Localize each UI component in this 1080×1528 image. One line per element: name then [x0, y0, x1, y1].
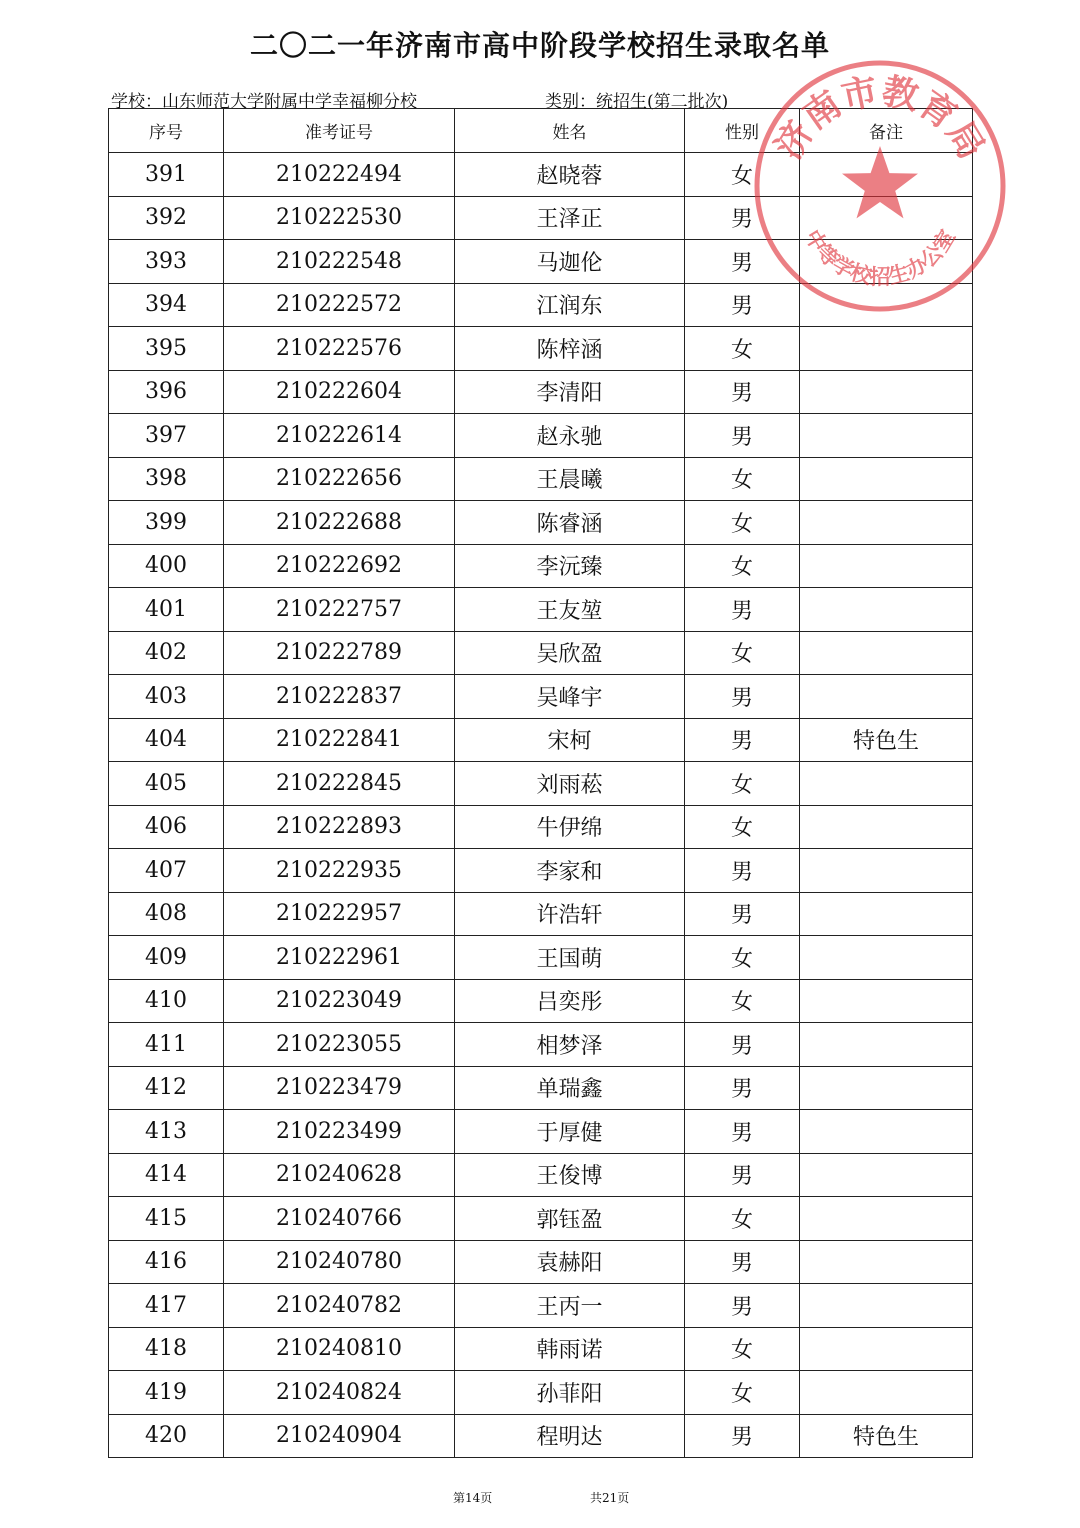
cell-remarks: [800, 1327, 973, 1371]
cell-remarks: [800, 979, 973, 1023]
header-name: 姓名: [455, 109, 685, 153]
table-row: [109, 501, 973, 545]
cell-exam-id: 210222757: [224, 588, 455, 632]
cell-serial-number: 405: [109, 762, 224, 806]
cell-remarks: [800, 1284, 973, 1328]
cell-remarks: [800, 762, 973, 806]
cell-gender: 男: [685, 283, 800, 327]
cell-serial-number: 413: [109, 1110, 224, 1154]
cell-serial-number: 415: [109, 1197, 224, 1241]
cell-student-name: 郭钰盈: [455, 1197, 685, 1241]
cell-exam-id: 210222837: [224, 675, 455, 719]
cell-gender: 男: [685, 1240, 800, 1284]
table-row: [109, 240, 973, 284]
cell-student-name: 李清阳: [455, 370, 685, 414]
cell-student-name: 江润东: [455, 283, 685, 327]
cell-serial-number: 409: [109, 936, 224, 980]
cell-exam-id: 210222845: [224, 762, 455, 806]
cell-remarks: [800, 327, 973, 371]
cell-gender: 女: [685, 1371, 800, 1415]
table-row: [109, 196, 973, 240]
cell-exam-id: 210240810: [224, 1327, 455, 1371]
cell-student-name: 牛伊绵: [455, 805, 685, 849]
cell-gender: 男: [685, 1110, 800, 1154]
cell-student-name: 王泽正: [455, 196, 685, 240]
table-row: [109, 327, 973, 371]
cell-exam-id: 210222688: [224, 501, 455, 545]
cell-serial-number: 411: [109, 1023, 224, 1067]
cell-student-name: 王晨曦: [455, 457, 685, 501]
cell-exam-id: 210222789: [224, 631, 455, 675]
table-header: [109, 109, 973, 153]
cell-serial-number: 393: [109, 240, 224, 284]
cell-exam-id: 210222841: [224, 718, 455, 762]
table-row: [109, 762, 973, 806]
cell-remarks: [800, 414, 973, 458]
cell-gender: 男: [685, 588, 800, 632]
header-exam-id: 准考证号: [224, 109, 455, 153]
cell-remarks: [800, 1371, 973, 1415]
table-row: [109, 1284, 973, 1328]
seal-bottom-text: 中等学校招生办公室: [800, 225, 960, 289]
table-row: [109, 1197, 973, 1241]
cell-exam-id: 210240628: [224, 1153, 455, 1197]
cell-student-name: 马迦伦: [455, 240, 685, 284]
cell-remarks: [800, 196, 973, 240]
cell-remarks: [800, 240, 973, 284]
cell-exam-id: 210240766: [224, 1197, 455, 1241]
cell-exam-id: 210240780: [224, 1240, 455, 1284]
header-remarks: 备注: [800, 109, 973, 153]
cell-remarks: [800, 631, 973, 675]
cell-student-name: 李沅臻: [455, 544, 685, 588]
cell-student-name: 王国萌: [455, 936, 685, 980]
cell-serial-number: 398: [109, 457, 224, 501]
cell-remarks: [800, 457, 973, 501]
cell-student-name: 王俊博: [455, 1153, 685, 1197]
seal-top-text: 济南市教育局: [768, 70, 992, 167]
total-pages: 共21页: [590, 1491, 630, 1505]
admission-category: 类别：统招生(第二批次): [545, 92, 729, 112]
cell-gender: 男: [685, 196, 800, 240]
cell-student-name: 陈睿涵: [455, 501, 685, 545]
table-row: [109, 979, 973, 1023]
cell-student-name: 李家和: [455, 849, 685, 893]
table-row: [109, 849, 973, 893]
table-row: [109, 1240, 973, 1284]
table-body: [109, 153, 973, 1458]
cell-student-name: 宋柯: [455, 718, 685, 762]
cell-remarks: [800, 1197, 973, 1241]
cell-student-name: 程明达: [455, 1414, 685, 1458]
cell-student-name: 于厚健: [455, 1110, 685, 1154]
cell-student-name: 吕奕彤: [455, 979, 685, 1023]
cell-gender: 男: [685, 675, 800, 719]
cell-student-name: 陈梓涵: [455, 327, 685, 371]
cell-student-name: 孙菲阳: [455, 1371, 685, 1415]
cell-exam-id: 210222494: [224, 153, 455, 197]
cell-remarks: [800, 1153, 973, 1197]
cell-gender: 女: [685, 805, 800, 849]
table-row: [109, 805, 973, 849]
cell-exam-id: 210222957: [224, 892, 455, 936]
table-row: [109, 936, 973, 980]
header-row: [109, 109, 973, 153]
table-row: [109, 718, 973, 762]
cell-student-name: 吴峰宇: [455, 675, 685, 719]
cell-remarks: 特色生: [800, 718, 973, 762]
cell-gender: 女: [685, 979, 800, 1023]
cell-exam-id: 210222614: [224, 414, 455, 458]
table-row: [109, 588, 973, 632]
cell-serial-number: 418: [109, 1327, 224, 1371]
cell-serial-number: 410: [109, 979, 224, 1023]
cell-gender: 男: [685, 718, 800, 762]
cell-remarks: [800, 892, 973, 936]
table-row: [109, 1153, 973, 1197]
header-serial-number: 序号: [109, 109, 224, 153]
table-row: [109, 1023, 973, 1067]
cell-exam-id: 210222576: [224, 327, 455, 371]
cell-remarks: [800, 849, 973, 893]
cell-exam-id: 210222604: [224, 370, 455, 414]
cell-serial-number: 395: [109, 327, 224, 371]
cell-gender: 女: [685, 631, 800, 675]
cell-serial-number: 419: [109, 1371, 224, 1415]
cell-exam-id: 210222572: [224, 283, 455, 327]
cell-gender: 女: [685, 936, 800, 980]
cell-remarks: [800, 370, 973, 414]
cell-exam-id: 210222961: [224, 936, 455, 980]
cell-remarks: [800, 1240, 973, 1284]
cell-student-name: 赵晓蓉: [455, 153, 685, 197]
cell-student-name: 王丙一: [455, 1284, 685, 1328]
cell-remarks: [800, 805, 973, 849]
table-row: [109, 544, 973, 588]
cell-gender: 女: [685, 501, 800, 545]
table-row: [109, 1066, 973, 1110]
cell-student-name: 吴欣盈: [455, 631, 685, 675]
cell-serial-number: 396: [109, 370, 224, 414]
cell-remarks: [800, 544, 973, 588]
cell-serial-number: 417: [109, 1284, 224, 1328]
cell-gender: 女: [685, 1197, 800, 1241]
cell-gender: 男: [685, 1153, 800, 1197]
cell-gender: 男: [685, 892, 800, 936]
cell-serial-number: 414: [109, 1153, 224, 1197]
cell-gender: 男: [685, 370, 800, 414]
cell-serial-number: 399: [109, 501, 224, 545]
table-row: [109, 1327, 973, 1371]
cell-exam-id: 210222692: [224, 544, 455, 588]
cell-remarks: [800, 501, 973, 545]
table-row: [109, 631, 973, 675]
table-row: [109, 153, 973, 197]
cell-gender: 男: [685, 414, 800, 458]
table-row: [109, 1110, 973, 1154]
cell-remarks: [800, 588, 973, 632]
cell-gender: 女: [685, 544, 800, 588]
cell-serial-number: 416: [109, 1240, 224, 1284]
cell-remarks: 特色生: [800, 1414, 973, 1458]
cell-serial-number: 400: [109, 544, 224, 588]
cell-exam-id: 210222656: [224, 457, 455, 501]
cell-remarks: [800, 1110, 973, 1154]
cell-serial-number: 403: [109, 675, 224, 719]
cell-gender: 男: [685, 1023, 800, 1067]
cell-student-name: 许浩轩: [455, 892, 685, 936]
page-number: 第14页: [453, 1491, 493, 1505]
cell-exam-id: 210223499: [224, 1110, 455, 1154]
cell-serial-number: 406: [109, 805, 224, 849]
cell-gender: 男: [685, 1066, 800, 1110]
cell-serial-number: 420: [109, 1414, 224, 1458]
cell-exam-id: 210223055: [224, 1023, 455, 1067]
cell-exam-id: 210240824: [224, 1371, 455, 1415]
cell-exam-id: 210222893: [224, 805, 455, 849]
cell-gender: 女: [685, 327, 800, 371]
cell-exam-id: 210223049: [224, 979, 455, 1023]
cell-gender: 女: [685, 762, 800, 806]
table-row: [109, 457, 973, 501]
cell-serial-number: 407: [109, 849, 224, 893]
cell-serial-number: 401: [109, 588, 224, 632]
cell-serial-number: 397: [109, 414, 224, 458]
cell-serial-number: 391: [109, 153, 224, 197]
cell-gender: 男: [685, 240, 800, 284]
document-title: 二〇二一年济南市高中阶段学校招生录取名单: [249, 29, 830, 62]
cell-exam-id: 210223479: [224, 1066, 455, 1110]
cell-exam-id: 210222548: [224, 240, 455, 284]
cell-serial-number: 404: [109, 718, 224, 762]
cell-gender: 男: [685, 849, 800, 893]
cell-exam-id: 210240782: [224, 1284, 455, 1328]
cell-remarks: [800, 936, 973, 980]
cell-exam-id: 210240904: [224, 1414, 455, 1458]
cell-remarks: [800, 675, 973, 719]
cell-serial-number: 402: [109, 631, 224, 675]
cell-student-name: 单瑞鑫: [455, 1066, 685, 1110]
cell-student-name: 刘雨菘: [455, 762, 685, 806]
cell-gender: 男: [685, 1284, 800, 1328]
table-row: [109, 675, 973, 719]
cell-exam-id: 210222935: [224, 849, 455, 893]
cell-serial-number: 408: [109, 892, 224, 936]
cell-remarks: [800, 283, 973, 327]
school-name: 学校：山东师范大学附属中学幸福柳分校: [111, 92, 417, 112]
table-row: [109, 283, 973, 327]
cell-remarks: [800, 1023, 973, 1067]
cell-gender: 女: [685, 457, 800, 501]
cell-student-name: 袁赫阳: [455, 1240, 685, 1284]
cell-gender: 女: [685, 153, 800, 197]
header-gender: 性别: [685, 109, 800, 153]
cell-gender: 女: [685, 1327, 800, 1371]
cell-remarks: [800, 153, 973, 197]
cell-student-name: 相梦泽: [455, 1023, 685, 1067]
cell-student-name: 韩雨诺: [455, 1327, 685, 1371]
cell-exam-id: 210222530: [224, 196, 455, 240]
table-row: [109, 1371, 973, 1415]
table-row: [109, 892, 973, 936]
table-row: [109, 1414, 973, 1458]
cell-serial-number: 412: [109, 1066, 224, 1110]
cell-gender: 男: [685, 1414, 800, 1458]
cell-serial-number: 394: [109, 283, 224, 327]
admission-table: [108, 108, 973, 1458]
cell-serial-number: 392: [109, 196, 224, 240]
table-row: [109, 370, 973, 414]
cell-remarks: [800, 1066, 973, 1110]
cell-student-name: 王友堃: [455, 588, 685, 632]
table-row: [109, 414, 973, 458]
cell-student-name: 赵永驰: [455, 414, 685, 458]
